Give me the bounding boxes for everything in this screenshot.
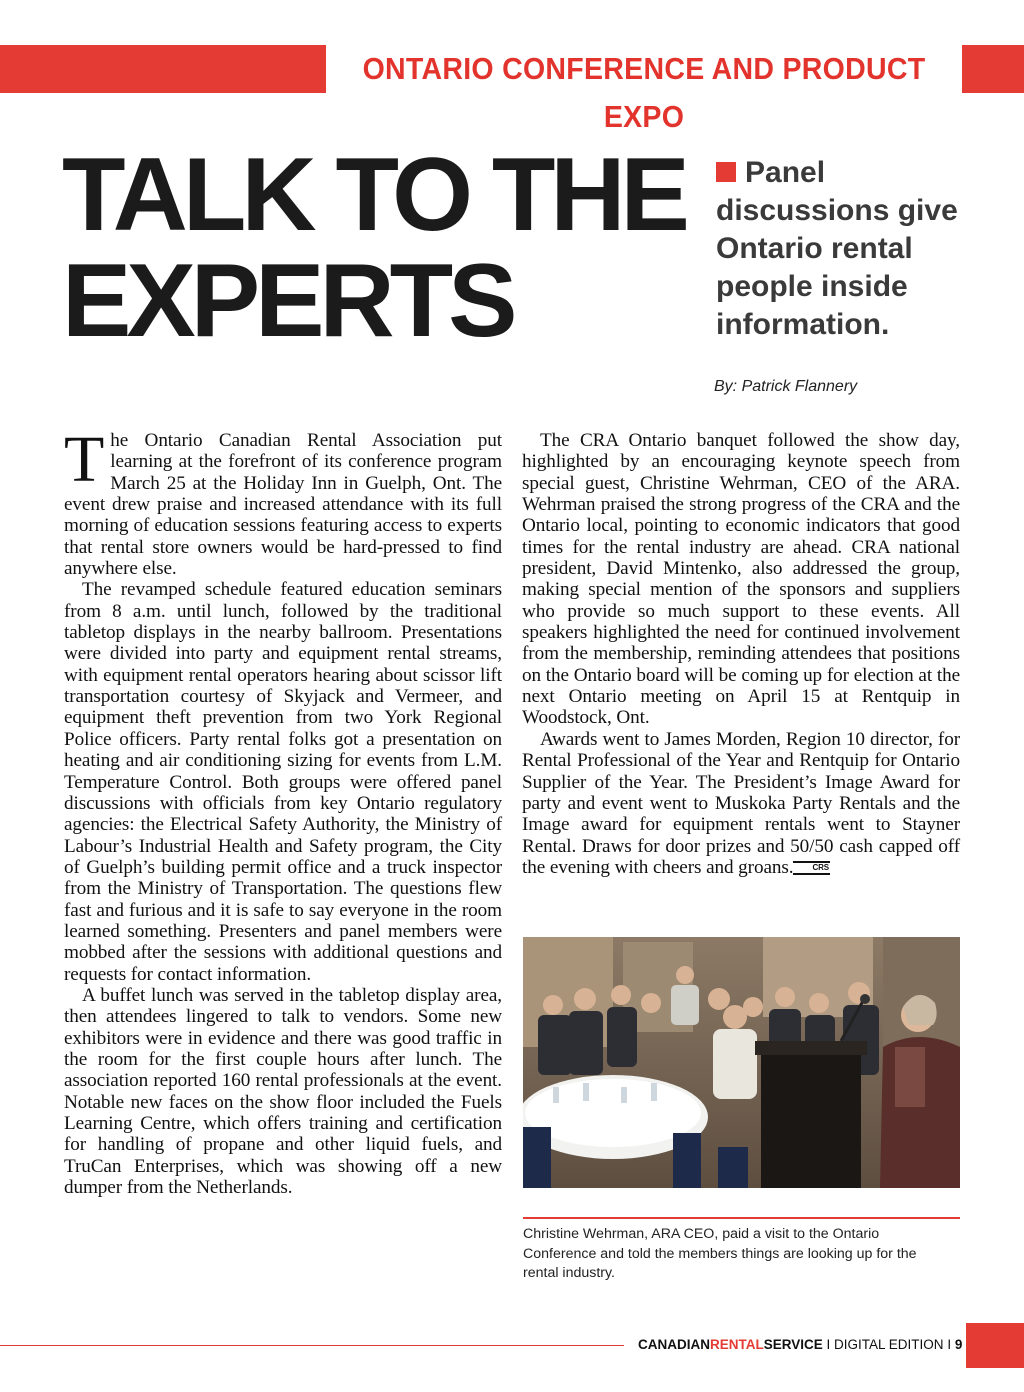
article-column-right: [522, 430, 960, 878]
article-deck: [716, 154, 986, 344]
footer-publication: [638, 1335, 968, 1355]
photo-illustration: [523, 937, 960, 1188]
brand-service: SERVICE: [763, 1337, 823, 1352]
photo-caption: Christine Wehrman, ARA CEO, paid a visit to the Ontario Conference and told the members things are looking up for the rental industry.: [523, 1226, 917, 1281]
page-number: 9: [954, 1337, 963, 1352]
article-column-left: [64, 423, 502, 1199]
paragraph: The CRA Ontario banquet followed the show day, highlighted by an encouraging keynote speech from special guest, Christine Wehrman, CEO of the ARA. Wehrman praised the strong progress of the CRA and the Ontario local, pointing to economic indicators that good times for the rental industry are ahead. CRA national president, David Mintenko, also addressed the group, making special mention of the sponsors and suppliers who provide so much support to these events. All speakers highlighted the need for continued involvement from the membership, reminding attendees that positions on the Ontario board will be coming up for election at the next Ontario meeting on April 15 at Rentquip in Woodstock, Ont.: [522, 430, 960, 729]
paragraph-text: Awards went to James Morden, Region 10 director, for Rental Professional of the Year and Rentquip for Ontario Supplier of the Year. The President’s Image Award for party and event went to Muskoka Party Rentals and the Image award for equipment rentals went to Stayner Rental. Draws for door prizes and 50/50 cash capped off the evening with cheers and groans.: [522, 728, 960, 878]
footer-rule: [0, 1345, 624, 1346]
event-photo: [523, 937, 960, 1188]
deck-text: Panel discussions give Ontario rental people inside information.: [716, 156, 958, 341]
article-headline: [62, 137, 702, 359]
header-bar-left: [0, 45, 326, 93]
paragraph: A buffet lunch was served in the tabletop display area, then attendees lingered to talk to vendors. Some new exhibitors were in evidence and there was good traffic in the room for the first couple hours after lunch. The association reported 160 rental professionals at the event. Notable new faces on the show floor included the Fuels Learning Centre, which offers training and certification for handling of propane and other liquid fuels, and TruCan Enterprises, which was showing off a new dumper from the Netherlands.: [64, 984, 502, 1199]
end-mark-logo: CRS: [793, 861, 830, 875]
footer-separator-2: I: [943, 1337, 955, 1352]
caption-rule: [523, 1217, 960, 1219]
footer-block: [966, 1323, 1024, 1368]
header-bar-right: [962, 45, 1024, 93]
footer-edition: DIGITAL EDITION: [834, 1337, 944, 1352]
brand-rental: RENTAL: [710, 1337, 764, 1352]
paragraph-text: he Ontario Canadian Rental Association put learning at the forefront of its conference program March 25 at the Holiday Inn in Guelph, Ont. The event drew praise and increased attendance with its full morning of education sessions featuring access to experts that rental store owners would be hard-pressed to find anywhere else.: [64, 430, 502, 580]
headline-line-2: EXPERTS: [62, 243, 513, 359]
drop-cap: T: [64, 423, 105, 496]
paragraph: [64, 423, 502, 580]
brand-canadian: CANADIAN: [638, 1337, 710, 1352]
headline-line-1: TALK TO THE: [62, 137, 685, 253]
section-header: ONTARIO CONFERENCE AND PRODUCT EXPO: [362, 51, 926, 134]
footer-separator: I: [822, 1337, 835, 1352]
paragraph: The revamped schedule featured education seminars from 8 a.m. until lunch, followed by the traditional tabletop displays in the nearby ballroom. Presentations were divided into party and equipment rental streams, with equipment rental operators hearing about scissor lift transportation courtesy of Skyjack and Vermeer, and equipment theft prevention from two York Regional Police officers. Party rental folks got a presentation on heating and air conditioning sizing for events from L.M. Temperature Control. Both groups were offered panel discussions with officials from key Ontario regulatory agencies: the Electrical Safety Authority, the Ministry of Labour’s Industrial Health and Safety program, the City of Guelph’s building permit office and a truck inspector from the Ministry of Transportation. The questions flew fast and furious and it is safe to say everyone in the room learned something. Presenters and panel members were mobbed after the sessions with additional questions and requests for contact information.: [64, 579, 502, 985]
byline: By: Patrick Flannery: [714, 378, 858, 395]
deck-bullet-square: [716, 162, 736, 182]
paragraph: [522, 729, 960, 878]
